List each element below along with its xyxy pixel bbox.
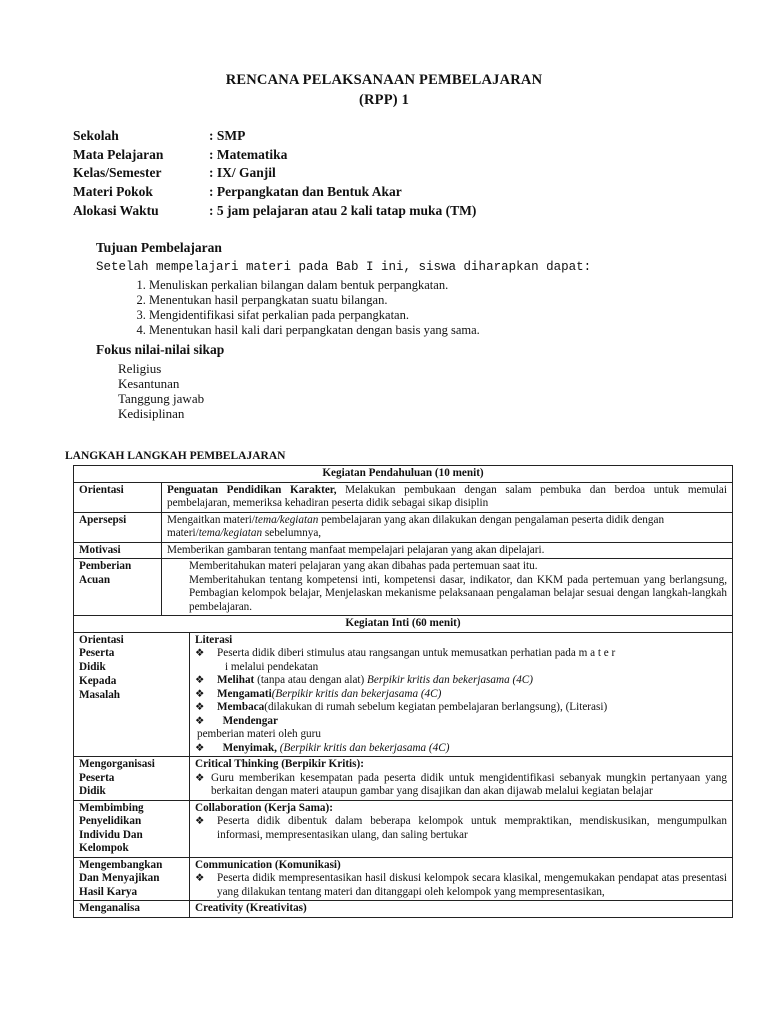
step-content: Literasi ❖ Peserta didik diberi stimulus atau rangsangan untuk memusatkan perhatian pada m a t e r i melalui pendekatan ❖ Melihat (tanpa atau dengan alat) Berpikir kritis dan bekerjasama (4C) ❖ Mengamati(Berpikir kritis dan bekerjasama (4C) ❖ Membaca(dilakukan di rumah sebelum kegiatan pembelajaran berlangsung), (Literasi) ❖ Mendengar pemberian materi oleh guru ❖ Menyimak, (Berpikir kritis dan bekerjasama (4C) — [190, 632, 733, 757]
step-label: Membimbing Penyelidikan Individu Dan Kelompok — [74, 800, 190, 857]
diamond-bullet-icon: ❖ — [195, 674, 205, 686]
step-label: Apersepsi — [74, 512, 162, 542]
step-heading: Critical Thinking (Berpikir Kritis): — [195, 758, 364, 770]
objective-item: 2. Menentukan hasil perpangkatan suatu bilangan. — [149, 293, 480, 308]
identity-value: : SMP — [209, 128, 246, 143]
diamond-bullet-icon: ❖ — [195, 872, 205, 884]
step-content — [190, 800, 733, 857]
identity-value: : IX/ Ganjil — [209, 165, 276, 180]
table-row — [74, 901, 733, 918]
identity-row-class — [73, 165, 276, 181]
objective-item: 3. Mengidentifikasi sifat perkalian pada perpangkatan. — [149, 308, 480, 323]
section-header-pendahuluan: Kegiatan Pendahuluan (10 menit) — [74, 466, 733, 483]
diamond-bullet-icon: ❖ — [195, 815, 205, 827]
identity-label: Kelas/Semester — [73, 165, 162, 180]
step-heading: Creativity (Kreativitas) — [195, 902, 307, 914]
list-item: ❖ Peserta didik mempresentasikan hasil diskusi kelompok secara klasikal, mengemukakan pendapat atas presentasi yang dilakukan tentang materi dan ditanggapi oleh kelompok yang mempresentasikan, — [195, 872, 727, 898]
value-item — [98, 391, 204, 406]
value-item — [98, 361, 204, 376]
list-item: Memberitahukan materi pelajaran yang akan dibahas pada pertemuan saat itu. — [189, 560, 538, 572]
objective-item: 1. Menuliskan perkalian bilangan dalam bentuk perpangkatan. — [149, 278, 480, 293]
value-item — [98, 376, 204, 391]
step-heading: Literasi — [195, 633, 233, 646]
list-item: Memberitahukan tentang kompetensi inti, kompetensi dasar, indikator, dan KKM pada pertemuan yang berlangsung, Pembagian kelompok belajar, Menjelaskan mekanisme pelaksanaan pengalaman belajar sesuai dengan langkah-langkah pembelajaran. — [189, 573, 727, 613]
diamond-bullet-icon: ❖ — [195, 741, 205, 754]
step-label: Orientasi Peserta Didik Kepada Masalah — [74, 632, 190, 757]
objectives-heading: Tujuan Pembelajaran — [96, 240, 222, 255]
step-content: Memberikan gambaran tentang manfaat mempelajari pelajaran yang akan dipelajari. — [162, 542, 733, 559]
list-item: ❖ Mendengar — [195, 714, 278, 727]
document-title: RENCANA PELAKSANAAN PEMBELAJARAN — [225, 72, 543, 88]
table-row — [74, 616, 733, 633]
objective-item: 4. Menentukan hasil kali dari perpangkatan dengan basis yang sama. — [149, 323, 480, 338]
step-content — [190, 757, 733, 801]
table-row — [74, 466, 733, 483]
step-heading: Communication (Komunikasi) — [195, 858, 341, 871]
step-label: Menganalisa — [74, 901, 190, 918]
diamond-bullet-icon: ❖ — [195, 647, 205, 659]
list-item: ❖ Peserta didik dibentuk dalam beberapa kelompok untuk mempraktikan, mendiskusikan, mengumpulkan informasi, mempresentasikan ulang, dan saling bertukar — [195, 815, 727, 841]
identity-label: Sekolah — [73, 128, 119, 143]
value-label: Kesantunan — [118, 376, 180, 391]
step-label: Orientasi — [74, 482, 162, 512]
table-row — [74, 482, 733, 512]
step-label: Mengembangkan Dan Menyajikan Hasil Karya — [74, 857, 190, 901]
table-row — [74, 559, 733, 616]
step-content — [190, 901, 733, 918]
list-item: ❖ Peserta didik diberi stimulus atau rangsangan untuk memusatkan perhatian pada m a t e r — [195, 647, 616, 659]
table-row — [74, 757, 733, 801]
values-list — [98, 361, 204, 421]
identity-label: Mata Pelajaran — [73, 147, 164, 162]
steps-heading: LANGKAH LANGKAH PEMBELAJARAN — [65, 450, 286, 462]
table-row — [74, 512, 733, 542]
table-row — [74, 542, 733, 559]
value-label: Tanggung jawab — [118, 391, 205, 406]
document-subtitle: (RPP) 1 — [358, 92, 410, 108]
value-item — [98, 406, 204, 421]
value-label: Kedisiplinan — [118, 406, 185, 421]
table-row — [74, 857, 733, 901]
identity-label: Alokasi Waktu — [73, 203, 159, 218]
step-content — [162, 559, 733, 616]
diamond-bullet-icon: ❖ — [195, 714, 205, 727]
diamond-bullet-icon: ❖ — [195, 687, 205, 700]
list-item: ❖ Menyimak, (Berpikir kritis dan bekerjasama (4C) — [195, 741, 450, 754]
diamond-bullet-icon: ❖ — [195, 701, 205, 713]
identity-row-topic — [73, 184, 402, 200]
identity-row-subject — [73, 147, 287, 163]
steps-table — [73, 465, 733, 918]
step-content — [190, 857, 733, 901]
table-row — [74, 632, 733, 757]
list-item: ❖ Membaca(dilakukan di rumah sebelum kegiatan pembelajaran berlangsung), (Literasi) — [195, 701, 608, 713]
list-item: ❖ Melihat (tanpa atau dengan alat) Berpikir kritis dan bekerjasama (4C) — [195, 674, 533, 686]
objectives-list — [105, 278, 480, 338]
identity-value: : 5 jam pelajaran atau 2 kali tatap muka (TM) — [209, 203, 477, 218]
values-heading: Fokus nilai-nilai sikap — [96, 342, 225, 357]
identity-value: : Perpangkatan dan Bentuk Akar — [209, 184, 402, 199]
identity-row-time — [73, 203, 476, 219]
identity-value: : Matematika — [209, 147, 288, 162]
step-content: Mengaitkan materi/tema/kegiatan pembelajaran yang akan dilakukan dengan pengalaman peserta didik dengan materi/tema/kegiatan sebelumnya, — [162, 512, 733, 542]
value-label: Religius — [118, 361, 162, 376]
table-row — [74, 800, 733, 857]
diamond-bullet-icon: ❖ — [195, 771, 205, 784]
step-label: Mengorganisasi Peserta Didik — [74, 757, 190, 801]
list-item: ❖ Guru memberikan kesempatan pada peserta didik untuk mengidentifikasi sebanyak mungkin pertanyaan yang berkaitan dengan materi ataupun gambar yang disajikan dan akan dijawab melalui kegiatan belajar — [195, 771, 727, 797]
objectives-intro: Setelah mempelajari materi pada Bab I ini, siswa diharapkan dapat: — [96, 260, 592, 274]
list-item: ❖ Mengamati(Berpikir kritis dan bekerjasama (4C) — [195, 687, 442, 700]
step-content: Penguatan Pendidikan Karakter, Melakukan pembukaan dengan salam pembuka dan berdoa untuk memulai pembelajaran, memeriksa kehadiran peserta didik sebagai sikap disiplin — [162, 482, 733, 512]
section-header-inti: Kegiatan Inti (60 menit) — [74, 616, 733, 633]
identity-row-school — [73, 128, 245, 144]
step-label: Pemberian Acuan — [74, 559, 162, 616]
step-heading: Collaboration (Kerja Sama): — [195, 801, 333, 814]
identity-label: Materi Pokok — [73, 184, 153, 199]
step-label: Motivasi — [74, 542, 162, 559]
